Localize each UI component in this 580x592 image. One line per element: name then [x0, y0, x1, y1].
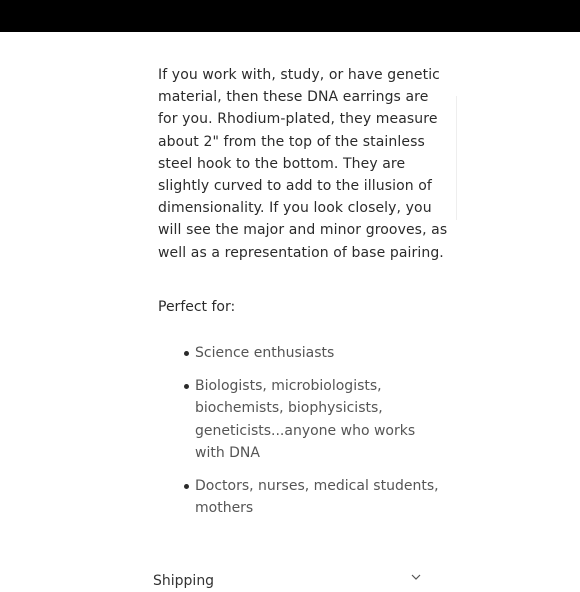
- list-item: [158, 475, 448, 519]
- shipping-accordion[interactable]: [153, 568, 421, 592]
- top-bar: [0, 0, 580, 32]
- list-item: [158, 342, 448, 364]
- bullet-icon: [184, 484, 189, 489]
- list-item-text: Science enthusiasts: [195, 345, 335, 361]
- perfect-for-list: [158, 342, 448, 530]
- list-item-text: Biologists, microbiologists, biochemists, biophysicists, geneticists...anyone who works with DNA: [195, 378, 416, 461]
- divider: [456, 96, 457, 220]
- product-description: [158, 64, 448, 517]
- bullet-icon: [184, 351, 189, 356]
- bullet-icon: [184, 384, 189, 389]
- shipping-label: Shipping: [153, 573, 215, 589]
- perfect-for-heading: Perfect for:: [158, 299, 236, 315]
- list-item-text: Doctors, nurses, medical students, mothers: [195, 478, 439, 517]
- list-item: [158, 375, 448, 464]
- chevron-down-icon: [411, 572, 421, 582]
- description-paragraph: If you work with, study, or have genetic material, then these DNA earrings are for you. Rhodium-plated, they measure about 2" from the top of the stainless steel hook to the bottom. They are slightly curved to add to the illusion of dimensionality. If you look closely, you will see the major and minor grooves, as well as a representation of base pairing.: [158, 67, 448, 261]
